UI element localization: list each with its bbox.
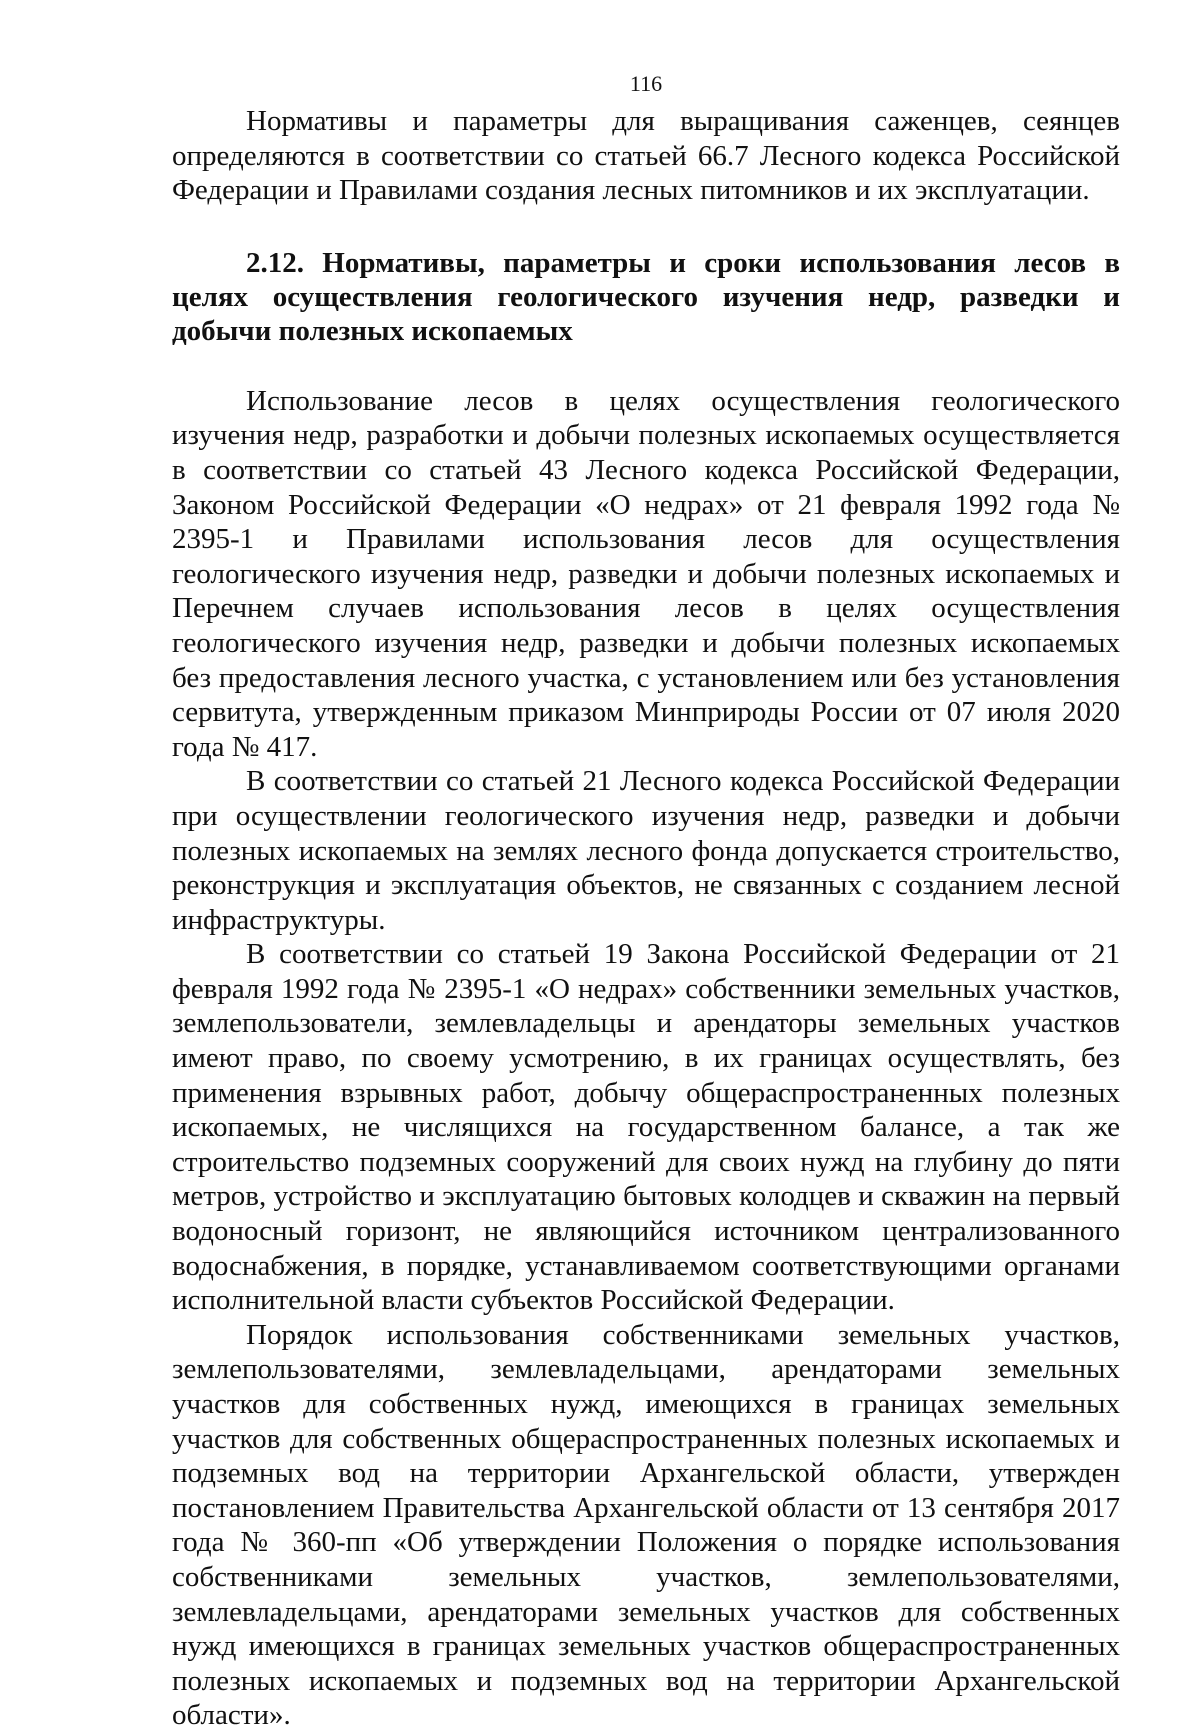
body-paragraph-2: В соответствии со статьей 21 Лесного кодекса Российской Федерации при осуществлении геологического изучения недр, разведки и добычи полезных ископаемых на землях лесного фонда допускается строительство, реконструкция и эксплуатация объектов, не связанных с созданием лесной инфраструктуры. [172, 765, 1120, 936]
page-number: 116 [629, 71, 663, 96]
intro-paragraph: Нормативы и параметры для выращивания саженцев, сеянцев определяются в соответствии со статьей 66.7 Лесного кодекса Российской Федерации и Правилами создания лесных питомников и их эксплуатации. [172, 105, 1120, 207]
section-heading: 2.12. Нормативы, параметры и сроки использования лесов в целях осуществления геологического изучения недр, разведки и добычи полезных ископаемых [172, 246, 1120, 347]
document-page [172, 64, 1120, 1732]
body-paragraph-3: В соответствии со статьей 19 Закона Российской Федерации от 21 февраля 1992 года № 2395-1 «О недрах» собственники земельных участков, землепользователи, землевладельцы и арендаторы земельных участков имеют право, по своему усмотрению, в их границах осуществлять, без применения взрывных работ, добычу общераспространенных полезных ископаемых, не числящихся на государственном балансе, а так же строительство подземных сооружений для своих нужд на глубину до пяти метров, устройство и эксплуатацию бытовых колодцев и скважин на первый водоносный горизонт, не являющийся источником централизованного водоснабжения, в порядке, устанавливаемом соответствующими органами исполнительной власти субъектов Российской Федерации. [172, 938, 1120, 1317]
body-paragraph-4: Порядок использования собственниками земельных участков, землепользователями, землевладельцами, арендаторами земельных участков для собственных нужд, имеющихся в границах земельных участков для собственных общераспространенных полезных ископаемых и подземных вод на территории Архангельской области, утвержден постановлением Правительства Архангельской области от 13 сентября 2017 года № 360-пп «Об утверждении Положения о порядке использования собственниками земельных участков, землепользователями, землевладельцами, арендаторами земельных участков для собственных нужд имеющихся в границах земельных участков общераспространенных полезных ископаемых и подземных вод на территории Архангельской области». [172, 1318, 1120, 1732]
body-paragraph-1: Использование лесов в целях осуществления геологического изучения недр, разработки и добычи полезных ископаемых осуществляется в соответствии со статьей 43 Лесного кодекса Российской Федерации, Законом Российской Федерации «О недрах» от 21 февраля 1992 года № 2395-1 и Правилами использования лесов для осуществления геологического изучения недр, разведки и добычи полезных ископаемых и Перечнем случаев использования лесов в целях осуществления геологического изучения недр, разведки и добычи полезных ископаемых без предоставления лесного участка, с установлением или без установления сервитута, утвержденным приказом Минприроды России от 07 июля 2020 года № 417. [172, 384, 1120, 763]
